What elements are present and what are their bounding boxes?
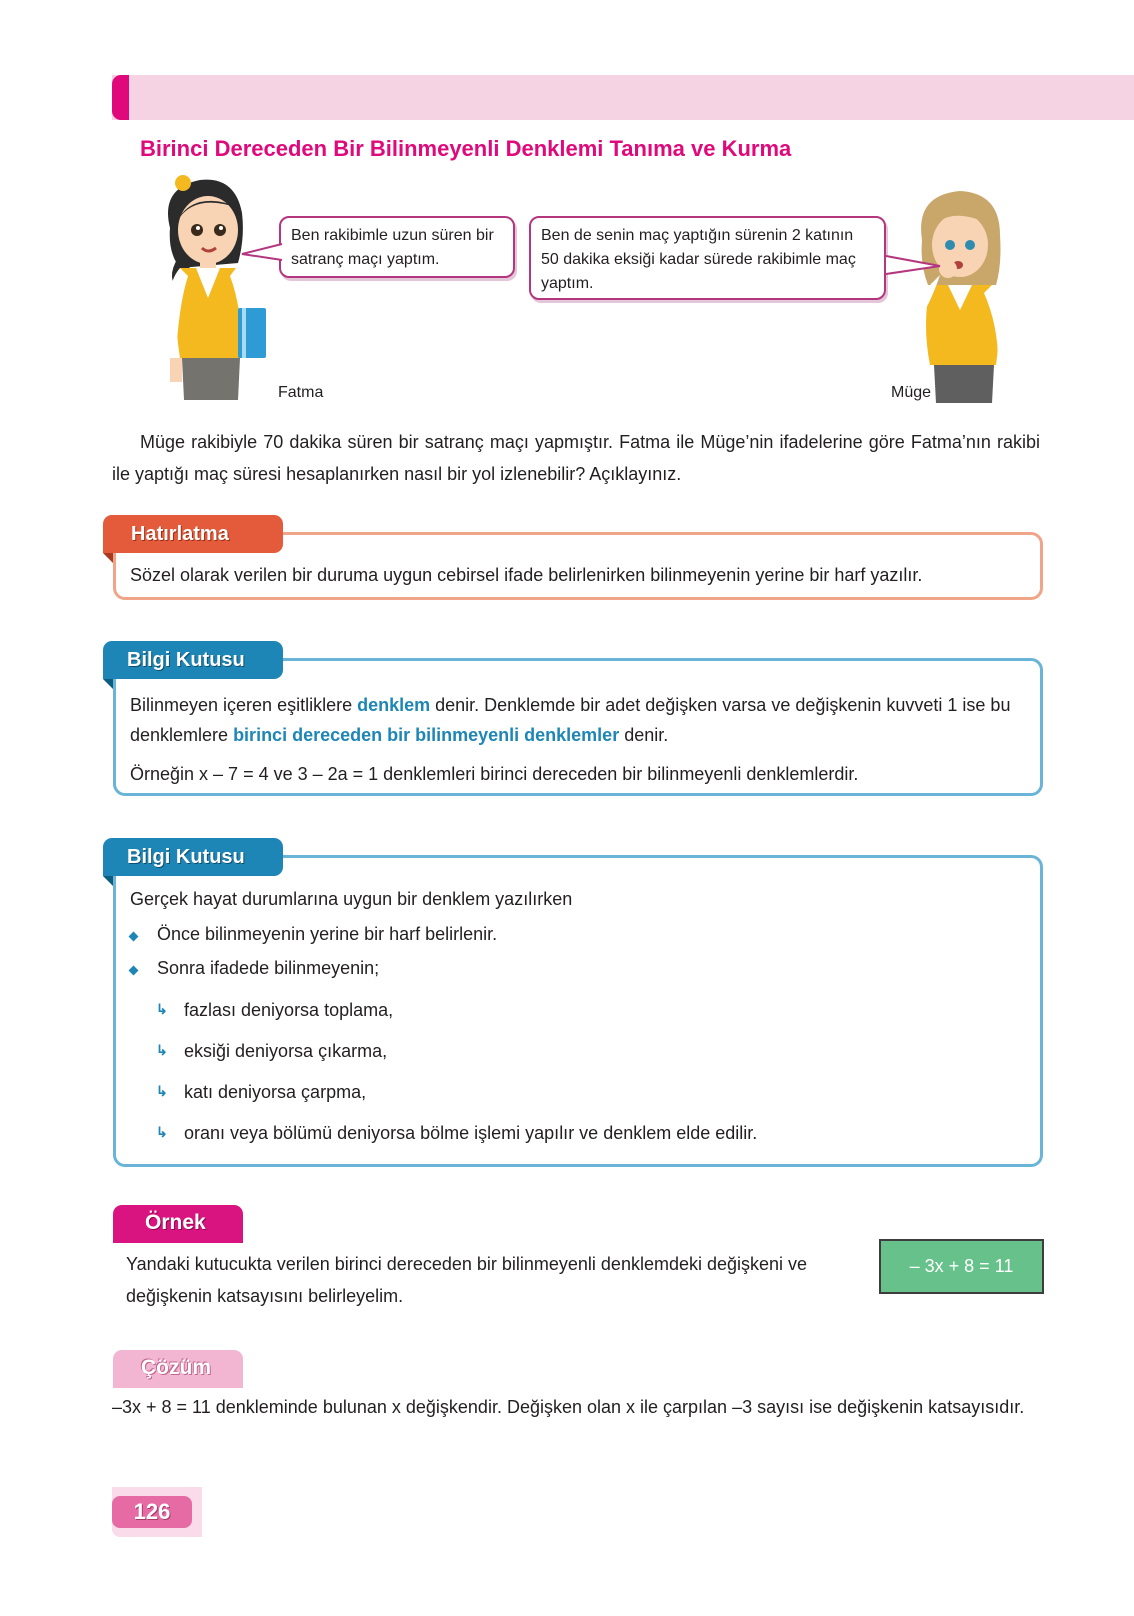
sub-item: fazlası deniyorsa toplama,: [184, 1000, 394, 1020]
hatirlatma-text: Sözel olarak verilen bir duruma uygun cebirsel ifade belirlenirken bilinmeyenin yerine bir harf yazılır.: [130, 565, 923, 585]
definition-text-b: denir. Denklemde bir adet değişken varsa ve değişkenin kuvveti 1 ise bu denklemlere: [130, 695, 1011, 745]
section-title: Birinci Dereceden Bir Bilinmeyenli Denklemi Tanıma ve Kurma: [140, 136, 792, 161]
sub-item: eksiği deniyorsa çıkarma,: [184, 1041, 388, 1061]
sub-item: katı deniyorsa çarpma,: [184, 1082, 367, 1102]
header-band: [112, 75, 1134, 120]
muge-name: Müge: [891, 384, 932, 401]
sub-item: oranı veya bölümü deniyorsa bölme işlemi yapılır ve denklem elde edilir.: [184, 1123, 758, 1143]
fatma-speech-bubble: Ben rakibimle uzun süren bir satranç maçı yaptım.: [279, 216, 515, 278]
ornek-label: Örnek: [113, 1205, 243, 1241]
bilgi-kutusu-1-label: Bilgi Kutusu: [103, 641, 283, 679]
muge-illustration: [900, 185, 1020, 405]
page-number: 126: [112, 1496, 192, 1528]
sub-arrow-icon: ↳: [156, 1083, 168, 1099]
ornek-underline: [113, 1241, 243, 1243]
fatma-bubble-tail: [240, 240, 285, 270]
bilgi-kutusu-2-label-fold: [103, 876, 113, 886]
bilgi-kutusu-1-definition: [130, 690, 1035, 750]
cozum-underline: [113, 1386, 243, 1388]
muge-speech-bubble: Ben de senin maç yaptığın sürenin 2 katının 50 dakika eksiği kadar sürede rakibimle maç yaptım.: [529, 216, 886, 300]
hatirlatma-label: Hatırlatma: [103, 515, 283, 553]
bilgi-kutusu-2-label: Bilgi Kutusu: [103, 838, 283, 876]
bullet-item: Önce bilinmeyenin yerine bir harf belirlenir.: [157, 924, 498, 944]
hatirlatma-label-fold: [103, 553, 113, 563]
fatma-name: Fatma: [278, 384, 324, 401]
bullet-item: Sonra ifadede bilinmeyenin;: [157, 958, 380, 978]
keyword-denklem: denklem: [357, 695, 431, 715]
ornek-text: Yandaki kutucukta verilen birinci dereceden bir bilinmeyenli denklemdeki değişkeni ve değişkenin katsayısını belirleyelim.: [126, 1254, 808, 1306]
bilgi-kutusu-2-intro: Gerçek hayat durumlarına uygun bir denklem yazılırken: [130, 889, 573, 909]
sub-arrow-icon: ↳: [156, 1124, 168, 1140]
muge-bubble-tail: [884, 252, 944, 282]
bilgi-kutusu-1-label-fold: [103, 679, 113, 689]
cozum-text: –3x + 8 = 11 denkleminde bulunan x değişkendir. Değişken olan x ile çarpılan –3 sayısı ise değişkenin katsayısıdır.: [112, 1397, 1025, 1417]
sub-arrow-icon: ↳: [156, 1001, 168, 1017]
definition-text-a: Bilinmeyen içeren eşitliklere: [130, 695, 358, 715]
fatma-illustration: [150, 168, 280, 403]
intro-paragraph: Müge rakibiyle 70 dakika süren bir satranç maçı yapmıştır. Fatma ile Müge’nin ifadelerine göre Fatma’nın rakibi ile yaptığı maç süresi hesaplanırken nasıl bir yol izlenebilir? Açıklayınız.: [112, 432, 1040, 484]
header-band-tab: [112, 75, 129, 120]
definition-text-c: denir.: [619, 725, 669, 745]
equation-box: – 3x + 8 = 11: [879, 1239, 1044, 1294]
sub-arrow-icon: ↳: [156, 1042, 168, 1058]
cozum-label: Çözüm: [113, 1350, 243, 1386]
bilgi-kutusu-1-example: Örneğin x – 7 = 4 ve 3 – 2a = 1 denklemleri birinci dereceden bir bilinmeyenli denklemlerdir.: [130, 764, 859, 784]
keyword-birinci-dereceden: birinci dereceden bir bilinmeyenli denklemler: [233, 725, 620, 745]
